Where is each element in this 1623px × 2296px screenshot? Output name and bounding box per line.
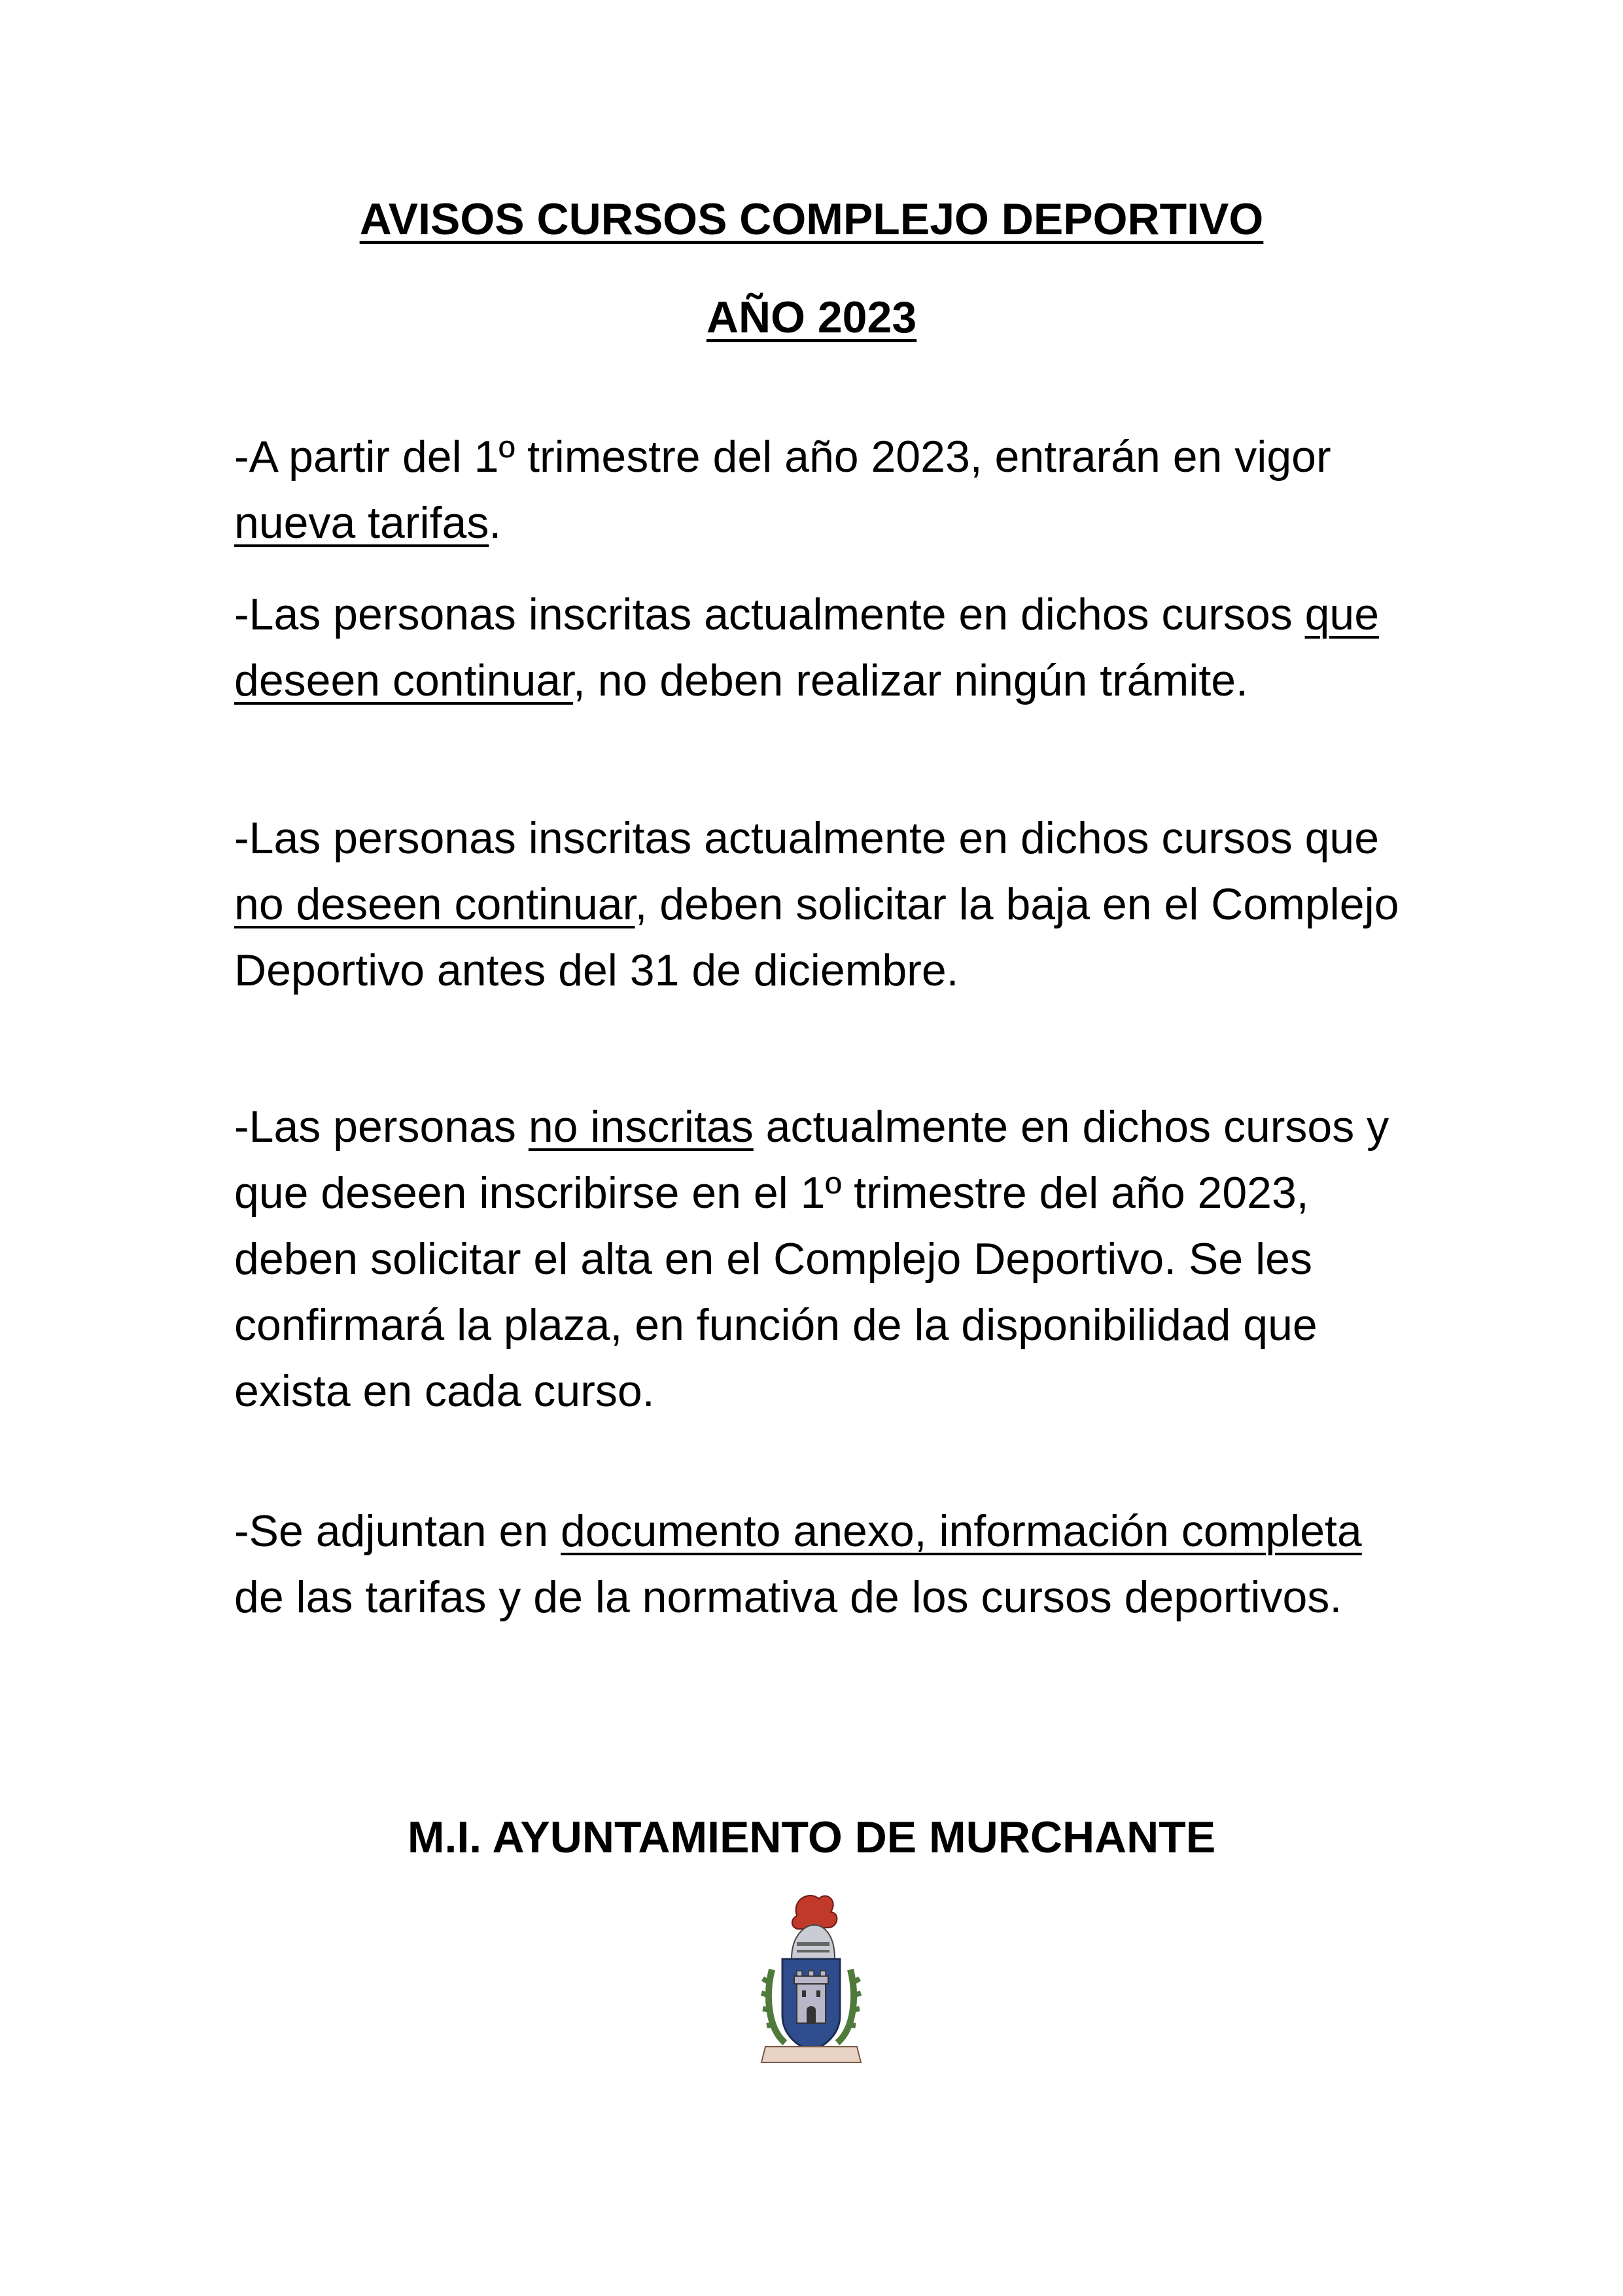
text-segment: de las tarifas y de la normativa de los cursos deportivos. bbox=[234, 1572, 1342, 1622]
document-title bbox=[0, 193, 1623, 245]
underlined-text: nueva tarifas bbox=[234, 498, 489, 548]
text-segment: , no deben realizar ningún trámite. bbox=[572, 656, 1248, 705]
text-segment: -Las personas bbox=[234, 1102, 529, 1152]
signature-institution: M.I. AYUNTAMIENTO DE MURCHANTE bbox=[407, 1812, 1216, 1862]
municipal-coat-of-arms-icon bbox=[746, 1891, 877, 2068]
title-line-1: AVISOS CURSOS COMPLEJO DEPORTIVO bbox=[359, 194, 1264, 244]
text-segment: actualmente en dichos cursos y que deseen inscribirse en el 1º trimestre del año 2023, deben solicitar el alta en el Complejo Deportivo. Se les confirmará la plaza, en función de la disponibilidad que exista en cada curso. bbox=[234, 1102, 1389, 1416]
notice-paragraph-2 bbox=[234, 582, 1412, 714]
notice-paragraph-3 bbox=[234, 805, 1412, 1004]
underlined-text: que deseen continuar bbox=[234, 590, 1380, 705]
text-segment: , deben solicitar la baja en el Complejo Deportivo antes del 31 de diciembre. bbox=[234, 879, 1399, 995]
underlined-text: no deseen continuar bbox=[234, 879, 635, 929]
text-segment: -Se adjuntan en bbox=[234, 1506, 561, 1556]
notice-paragraph-5 bbox=[234, 1498, 1412, 1631]
text-segment: -Las personas inscritas actualmente en dichos cursos que bbox=[234, 813, 1380, 863]
text-segment: -A partir del 1º trimestre del año 2023, entrarán en vigor bbox=[234, 432, 1331, 482]
text-segment: -Las personas inscritas actualmente en dichos cursos bbox=[234, 590, 1305, 639]
title-line-2: AÑO 2023 bbox=[706, 292, 917, 342]
document-year-heading bbox=[0, 291, 1623, 344]
notice-paragraph-1 bbox=[234, 424, 1412, 556]
underlined-text: documento anexo, información completa bbox=[561, 1506, 1362, 1556]
notice-paragraph-4 bbox=[234, 1094, 1412, 1424]
underlined-text: no inscritas bbox=[528, 1102, 754, 1152]
text-segment: . bbox=[489, 498, 502, 548]
